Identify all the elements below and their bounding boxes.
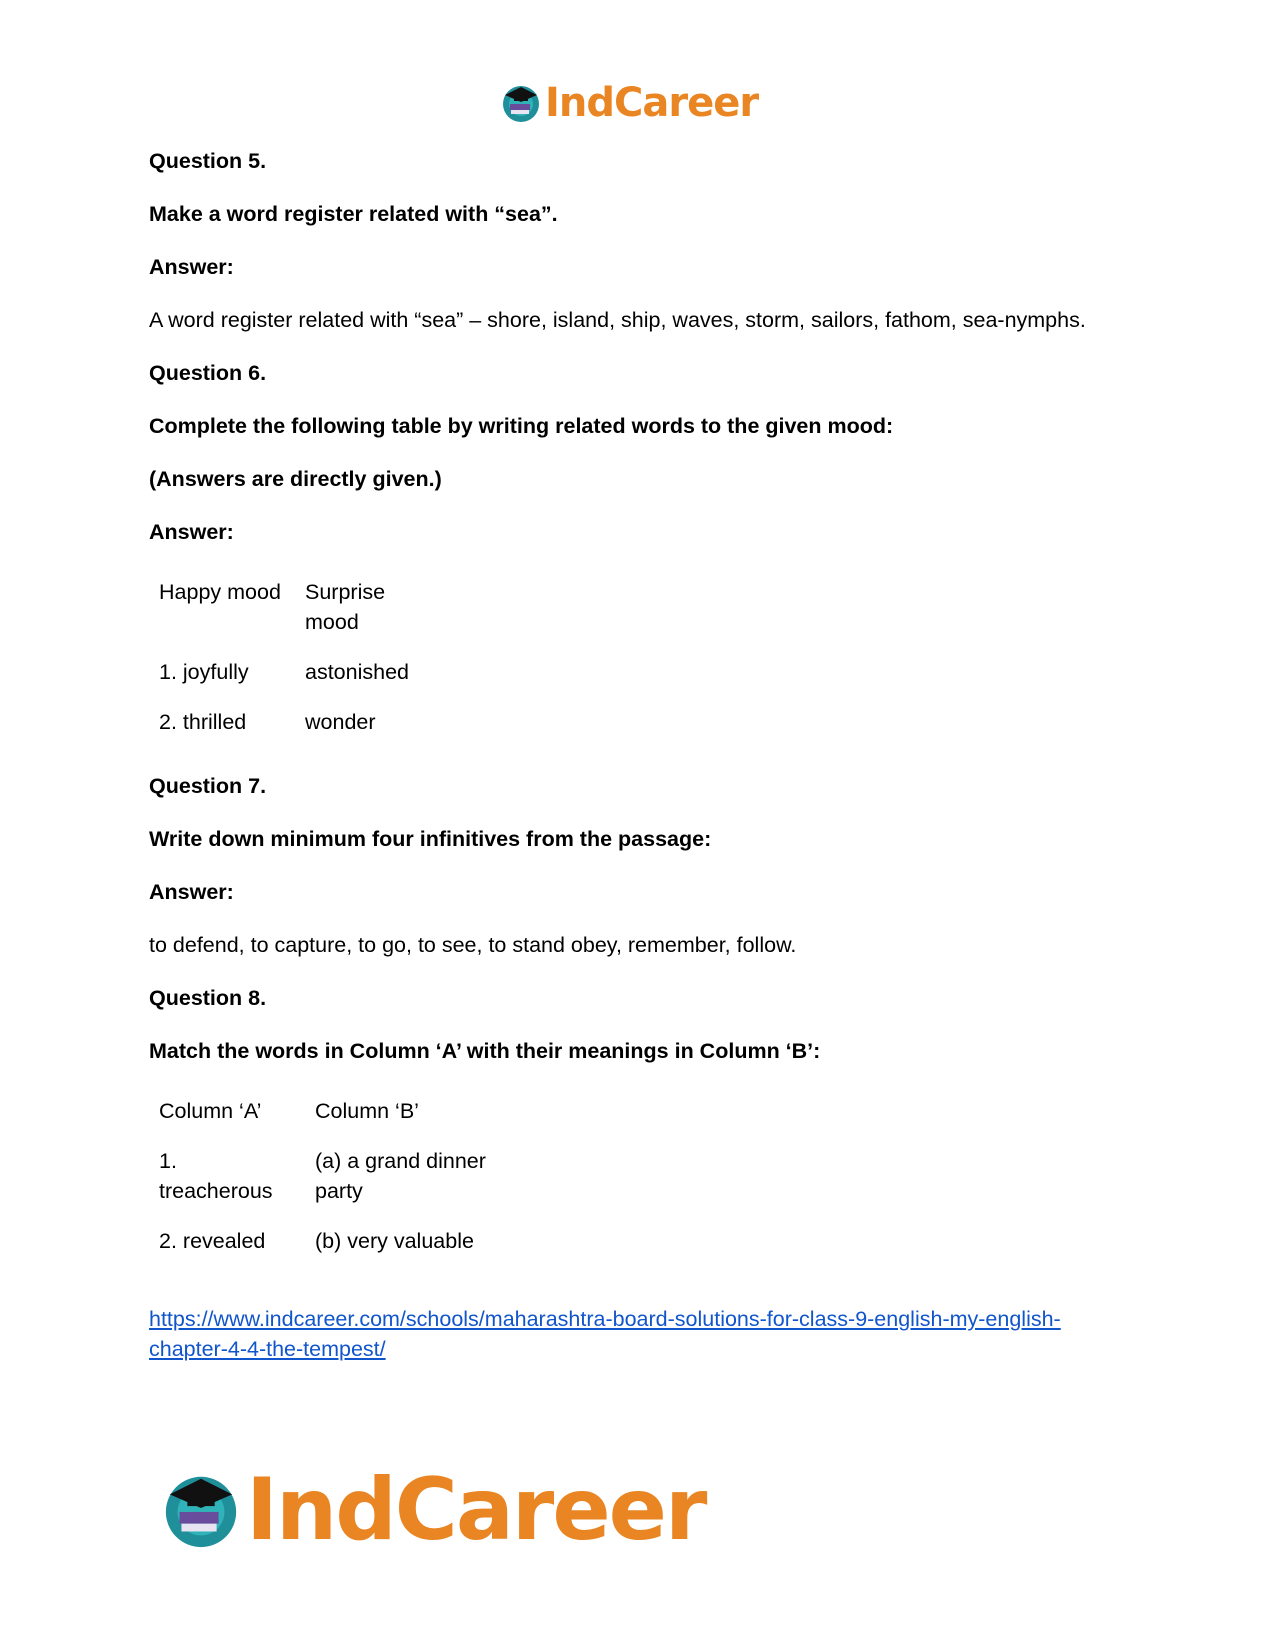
table-cell: 2. revealed <box>159 1229 266 1253</box>
table-cell: 2. thrilled <box>159 710 247 734</box>
question-7-answer-label: Answer: <box>149 880 234 904</box>
question-7-title: Question 7. <box>149 774 267 798</box>
table-row <box>149 649 425 699</box>
table-header-row <box>149 1088 515 1138</box>
graduation-globe-icon <box>500 82 542 124</box>
question-7-answer: to defend, to capture, to go, to see, to stand obey, remember, follow. <box>149 933 797 957</box>
question-6-title: Question 6. <box>149 361 267 385</box>
table-cell: astonished <box>305 660 409 684</box>
question-6-answer-label: Answer: <box>149 520 234 544</box>
footer-logo <box>160 1460 706 1560</box>
match-table <box>149 1088 515 1268</box>
mood-table <box>149 569 425 749</box>
table-header-cell: Happy mood <box>159 580 281 604</box>
main-content <box>149 146 1139 1387</box>
table-header-cell: Column ‘B’ <box>315 1099 419 1123</box>
table-row <box>149 1138 515 1218</box>
table-row <box>149 1218 515 1268</box>
table-row <box>149 699 425 749</box>
header-logo <box>500 78 758 128</box>
question-5-title: Question 5. <box>149 149 267 173</box>
header-logo-text: IndCareer <box>545 80 759 126</box>
question-5-answer-label: Answer: <box>149 255 234 279</box>
question-6-note: (Answers are directly given.) <box>149 467 442 491</box>
question-7-text: Write down minimum four infinitives from the passage: <box>149 827 712 851</box>
question-6-text: Complete the following table by writing related words to the given mood: <box>149 414 894 438</box>
table-header-cell: Surprise mood <box>305 580 386 634</box>
table-cell: 1. joyfully <box>159 660 249 684</box>
question-5-answer: A word register related with “sea” – shore, island, ship, waves, storm, sailors, fathom, sea-nymphs. <box>149 308 1086 332</box>
table-cell: 1. treacherous <box>159 1149 273 1203</box>
question-8-title: Question 8. <box>149 986 267 1010</box>
table-header-row <box>149 569 425 649</box>
source-link[interactable]: https://www.indcareer.com/schools/maharashtra-board-solutions-for-class-9-english-my-english-chapter-4-4-the-tempest/ <box>149 1307 1061 1361</box>
table-cell: (a) a grand dinner party <box>315 1149 486 1203</box>
question-5-text: Make a word register related with “sea”. <box>149 202 558 226</box>
table-cell: wonder <box>305 710 376 734</box>
graduation-globe-icon <box>160 1469 242 1551</box>
table-header-cell: Column ‘A’ <box>159 1099 262 1123</box>
table-cell: (b) very valuable <box>315 1229 474 1253</box>
question-8-text: Match the words in Column ‘A’ with their meanings in Column ‘B’: <box>149 1039 821 1063</box>
footer-logo-text: IndCareer <box>246 1460 706 1560</box>
